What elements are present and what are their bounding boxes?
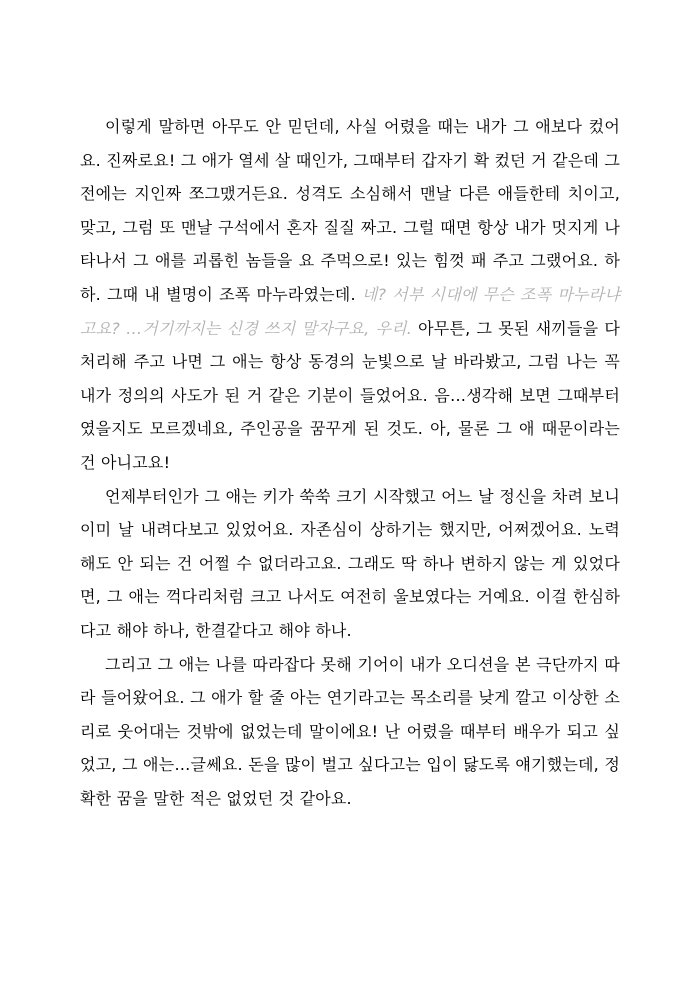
paragraph-text: 언제부터인가 그 애는 키가 쑥쑥 크기 시작했고 어느 날 정신을 차려 보니 이미 날 내려다보고 있었어요. 자존심이 상하기는 했지만, 어쩌겠어요. 노력해도 안 되는 건 어쩔 수 없더라고요. 그래도 딱 하나 변하지 않는 게 있었다면, 그 애는 꺽다리처럼 크고 나서도 여전히 울보였다는 거예요. 이걸 한심하다고 해야 하나, 한결같다고 해야 하나. <box>80 486 620 640</box>
paragraph <box>80 648 620 816</box>
paragraph-text: 아무튼, 그 못된 새끼들을 다 처리해 주고 나면 그 애는 항상 동경의 눈빛으로 날 바라봤고, 그럼 나는 꼭 내가 정의의 사도가 된 거 같은 기분이 들었어요. 음…생각해 보면 그때부터였을지도 모르겠네요, 주인공을 꿈꾸게 된 것도. 아, 물론 그 애 때문이라는 건 아니고요! <box>80 318 621 472</box>
paragraph <box>80 110 620 480</box>
paragraph <box>80 480 620 648</box>
paragraph-text: 이렇게 말하면 아무도 안 믿던데, 사실 어렸을 때는 내가 그 애보다 컸어요. 진짜로요! 그 애가 열세 살 때인가, 그때부터 갑자기 확 컸던 거 같은데 그 전에는 지인짜 쪼그맸거든요. 성격도 소심해서 맨날 다른 애들한테 치이고, 맞고, 그럼 또 맨날 구석에서 혼자 질질 짜고. 그럴 때면 항상 내가 멋지게 나타나서 그 애를 괴롭힌 놈들을 요 주먹으로! 있는 힘껏 패 주고 그랬어요. 하하. 그때 내 별명이 조폭 마누라였는데. <box>80 117 620 304</box>
paragraph-text: 그리고 그 애는 나를 따라잡다 못해 기어이 내가 오디션을 본 극단까지 따라 들어왔어요. 그 애가 할 줄 아는 연기라고는 목소리를 낮게 깔고 이상한 소리로 웃어대는 것밖에 없었는데 말이에요! 난 어렸을 때부터 배우가 되고 싶었고, 그 애는…글쎄요. 돈을 많이 벌고 싶다고는 입이 닳도록 얘기했는데, 정확한 꿈을 말한 적은 없었던 것 같아요. <box>80 654 620 808</box>
aside-italic-text: 네? 서부 시대에 무슨 조폭 마누라냐고요? …거기까지는 신경 쓰지 말자구요, 우리. <box>80 284 620 338</box>
